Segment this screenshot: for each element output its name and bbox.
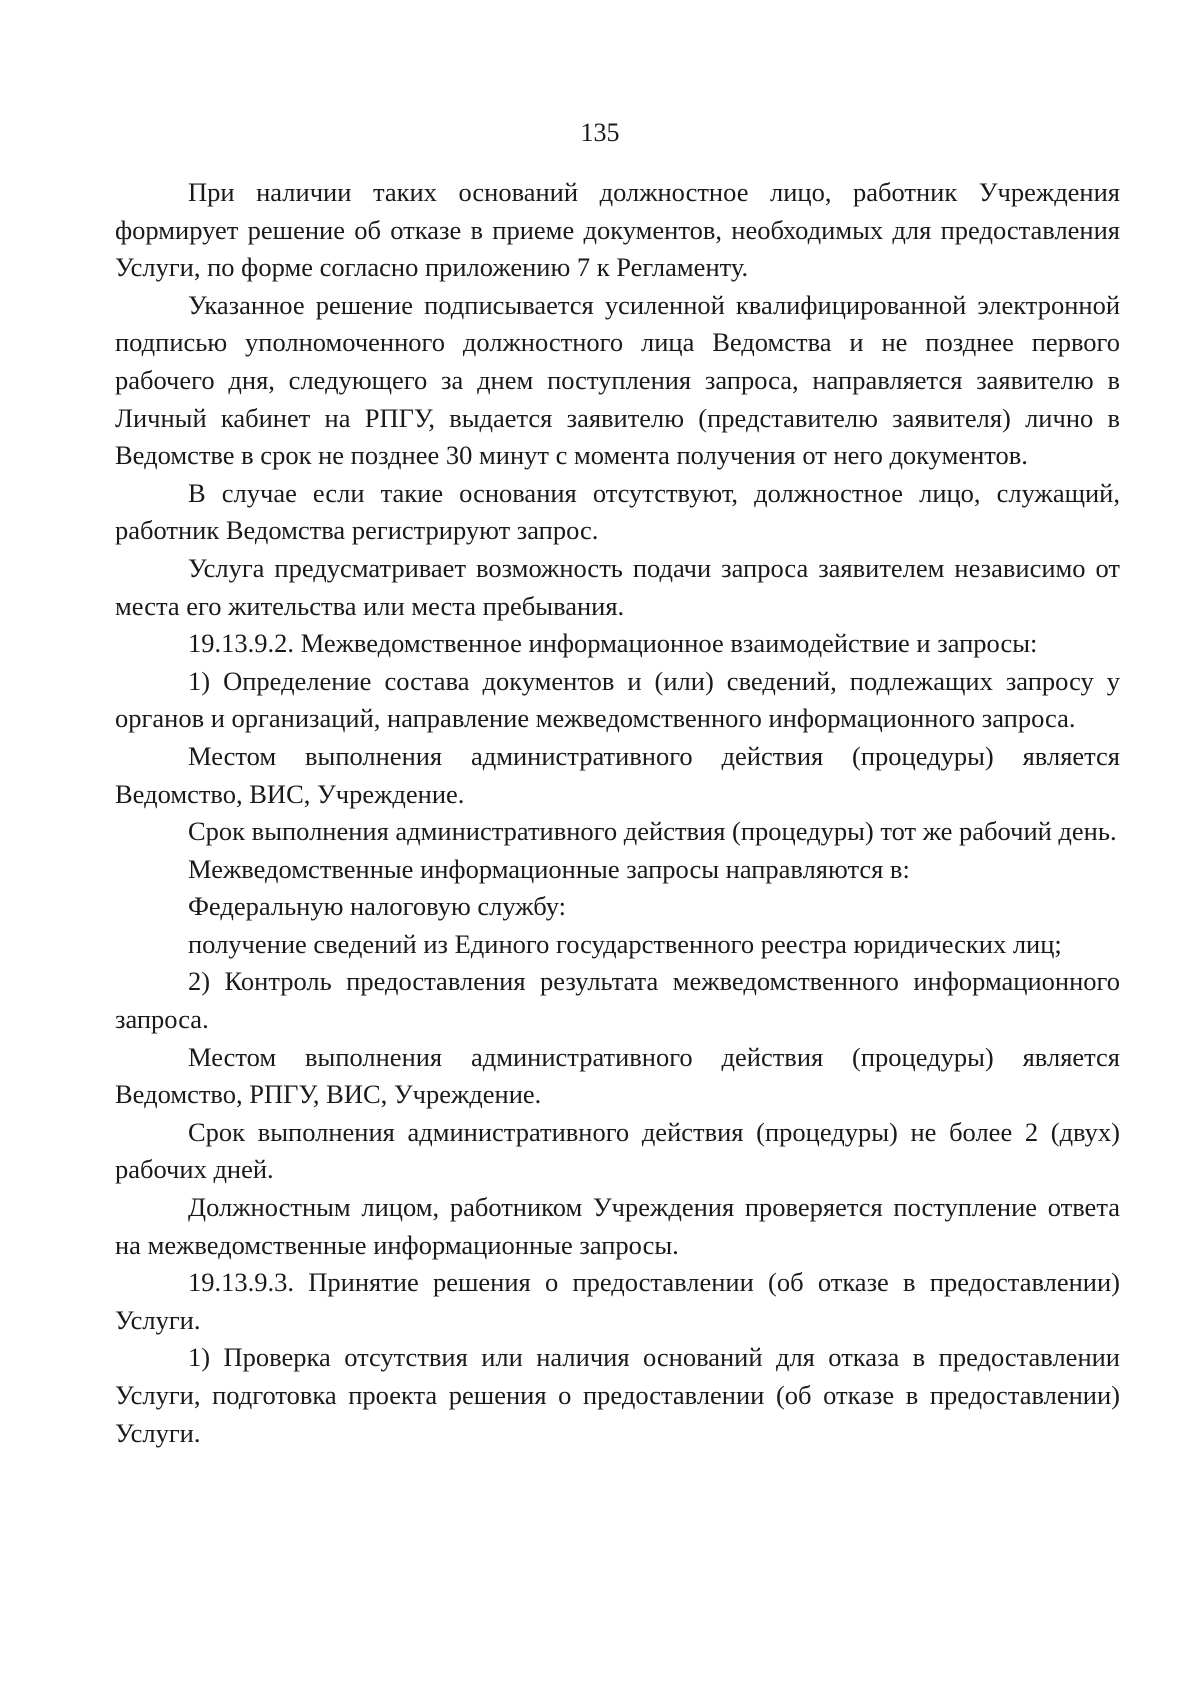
paragraph: Указанное решение подписывается усиленной квалифицированной электронной подписью уполномоченного должностного лица Ведомства и не позднее первого рабочего дня, следующего за днем поступления запроса, направляется заявителю в Личный кабинет на РПГУ, выдается заявителю (представителю заявителя) лично в Ведомстве в срок не позднее 30 минут с момента получения от него документов.: [115, 289, 1120, 471]
paragraph: Должностным лицом, работником Учреждения проверяется поступление ответа на межведомственные информационные запросы.: [115, 1192, 1120, 1260]
section-heading: 19.13.9.3. Принятие решения о предоставлении (об отказе в предоставлении) Услуги.: [115, 1267, 1120, 1335]
paragraph: 1) Проверка отсутствия или наличия оснований для отказа в предоставлении Услуги, подготовка проекта решения о предоставлении (об отказе в предоставлении) Услуги.: [115, 1342, 1120, 1448]
paragraph: Услуга предусматривает возможность подачи запроса заявителем независимо от места его жительства или места пребывания.: [115, 552, 1120, 621]
document-body: [115, 174, 1120, 1452]
paragraph: получение сведений из Единого государственного реестра юридических лиц;: [188, 928, 1062, 959]
paragraph: 1) Определение состава документов и (или) сведений, подлежащих запросу у органов и организаций, направление межведомственного информационного запроса.: [115, 665, 1120, 734]
paragraph: В случае если такие основания отсутствуют, должностное лицо, служащий, работник Ведомства регистрируют запрос.: [115, 477, 1120, 546]
paragraph: Срок выполнения административного действия (процедуры) тот же рабочий день.: [188, 816, 1117, 847]
paragraph: Местом выполнения административного действия (процедуры) является Ведомство, ВИС, Учреждение.: [115, 740, 1120, 809]
page-number: 135: [580, 118, 620, 147]
paragraph: При наличии таких оснований должностное лицо, работник Учреждения формирует решение об отказе в приеме документов, необходимых для предоставления Услуги, по форме согласно приложению 7 к Регламенту.: [115, 177, 1120, 283]
paragraph: Срок выполнения административного действия (процедуры) не более 2 (двух) рабочих дней.: [115, 1116, 1120, 1185]
paragraph: Местом выполнения административного действия (процедуры) является Ведомство, РПГУ, ВИС, Учреждение.: [115, 1041, 1120, 1110]
section-heading: 19.13.9.2. Межведомственное информационное взаимодействие и запросы:: [188, 628, 1038, 659]
paragraph: 2) Контроль предоставления результата межведомственного информационного запроса.: [115, 966, 1120, 1035]
paragraph: Федеральную налоговую службу:: [188, 891, 566, 922]
paragraph: Межведомственные информационные запросы направляются в:: [188, 853, 910, 884]
